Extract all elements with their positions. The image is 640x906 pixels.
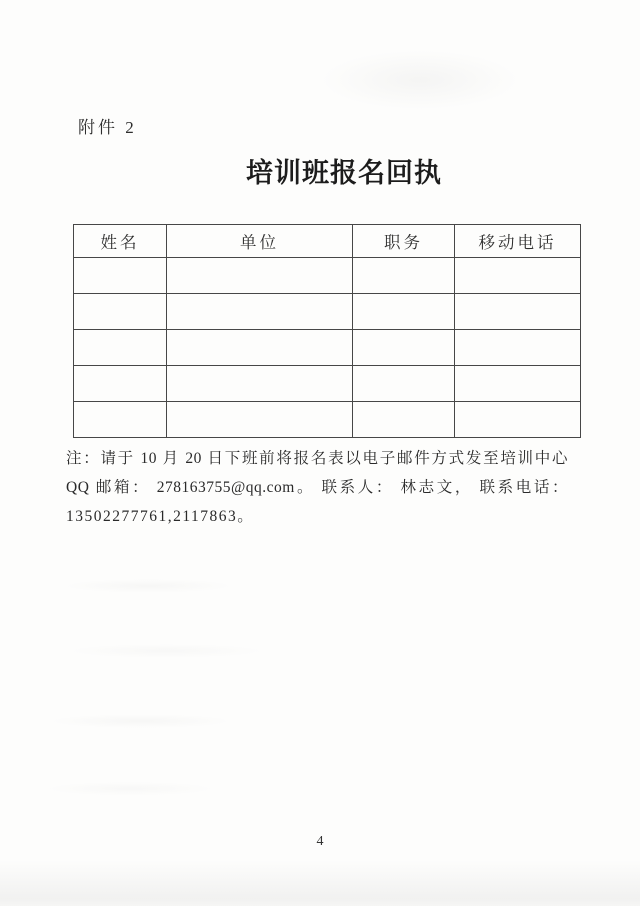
table-cell [353, 366, 455, 402]
header-cell-name: 姓名 [74, 225, 167, 258]
table-cell [353, 402, 455, 438]
table-cell [455, 402, 581, 438]
scan-bleedthrough [40, 560, 400, 820]
table-header-row [74, 225, 581, 258]
table-cell [74, 366, 167, 402]
table-cell [455, 258, 581, 294]
table-row [74, 294, 581, 330]
table-cell [353, 330, 455, 366]
table-cell [74, 294, 167, 330]
header-cell-title: 职务 [353, 225, 455, 258]
scan-smudge [320, 50, 520, 110]
page-title: 培训班报名回执 [246, 158, 442, 188]
table-row [74, 366, 581, 402]
table-cell [353, 294, 455, 330]
header-cell-mobile: 移动电话 [455, 225, 581, 258]
table-cell [455, 294, 581, 330]
table-cell [167, 258, 353, 294]
table-row [74, 330, 581, 366]
page-number: 4 [316, 834, 324, 849]
table-cell [167, 330, 353, 366]
note-line-1: 注：请于 10 月 20 日下班前将报名表以电子邮件方式发至培训中心 [66, 450, 568, 467]
note [66, 444, 568, 531]
note-line-2: QQ 邮箱： 278163755@qq.com。 联系人： 林志文， 联系电话： [66, 479, 568, 496]
table-cell [455, 366, 581, 402]
table-body [74, 258, 581, 438]
attachment-label: 附件 2 [78, 118, 137, 137]
note-line-3: 13502277761,2117863。 [66, 508, 255, 525]
table-cell [167, 294, 353, 330]
table-cell [167, 402, 353, 438]
header-cell-unit: 单位 [167, 225, 353, 258]
table-cell [455, 330, 581, 366]
table-cell [353, 258, 455, 294]
table-row [74, 258, 581, 294]
table-row [74, 402, 581, 438]
table-cell [74, 258, 167, 294]
table-cell [74, 402, 167, 438]
table-cell [74, 330, 167, 366]
table-cell [167, 366, 353, 402]
scan-bottom-shadow [0, 860, 640, 906]
registration-table [73, 224, 581, 438]
